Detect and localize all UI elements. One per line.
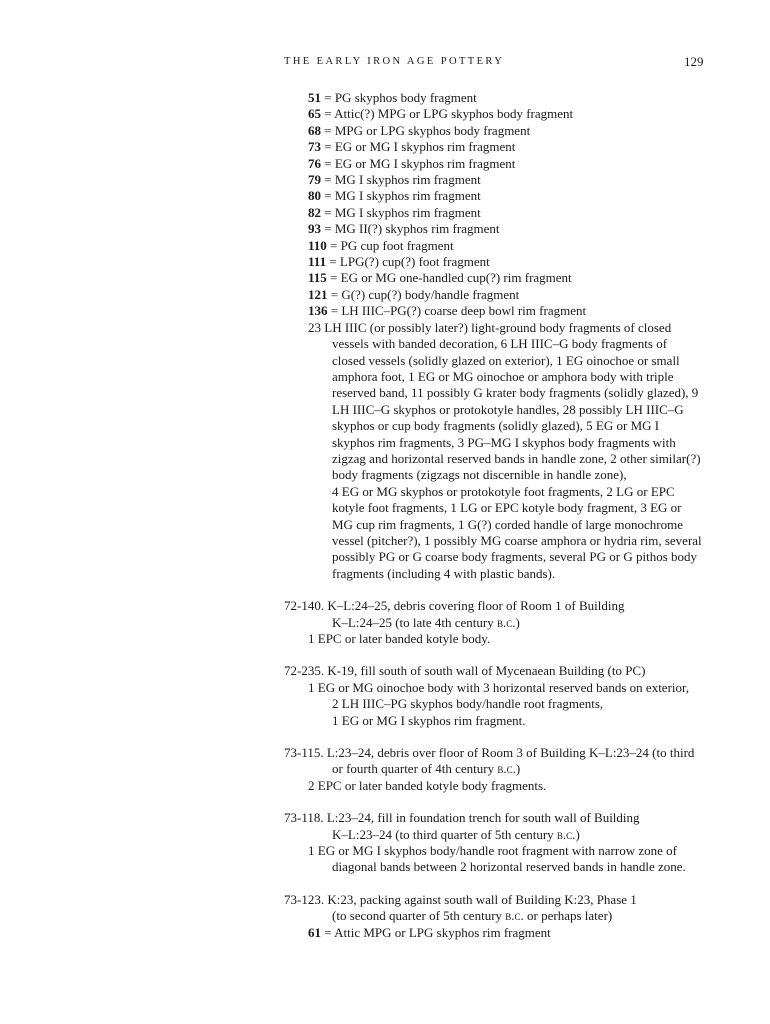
deposit-dating xyxy=(284,761,714,777)
item-description: = MG I skyphos rim fragment xyxy=(321,204,481,220)
summary-line: MG cup rim fragments, 1 G(?) corded handle of large monochrome xyxy=(332,516,684,532)
catalogue-item xyxy=(284,254,714,270)
item-number: 68 xyxy=(308,122,321,138)
item-description: = MPG or LPG skyphos body fragment xyxy=(321,122,531,138)
deposit-contents: diagonal bands between 2 horizontal reserved bands in handle zone. xyxy=(332,859,686,875)
item-number: 73 xyxy=(308,139,321,155)
item-description: = MG II(?) skyphos rim fragment xyxy=(321,221,500,237)
item-description: = Attic MPG or LPG skyphos rim fragment xyxy=(321,924,551,940)
deposit-entry xyxy=(284,810,714,876)
deposit-dating xyxy=(284,908,714,924)
spacer xyxy=(284,876,714,892)
item-description: = MG I skyphos rim fragment xyxy=(321,188,481,204)
catalogue-item xyxy=(284,188,714,204)
summary-line: skyphos or cup body fragments (solidly glazed), 5 EG or MG I xyxy=(332,418,660,434)
era-abbrev: b.c. xyxy=(497,761,516,777)
summary-line: amphora foot, 1 EG or MG oinochoe or amphora body with triple xyxy=(332,368,674,384)
catalogue-item xyxy=(284,205,714,221)
deposit-entry xyxy=(284,892,714,941)
item-number: 80 xyxy=(308,188,321,204)
item-description: = LPG(?) cup(?) foot fragment xyxy=(326,254,490,270)
dating-text-end: ) xyxy=(515,614,520,630)
spacer xyxy=(284,729,714,745)
dating-text: (to second quarter of 5th century xyxy=(332,908,506,924)
deposit-heading: 73-118. L:23–24, fill in foundation trench for south wall of Building xyxy=(284,810,640,826)
summary-line: skyphos rim fragments, 3 PG–MG I skyphos body fragments with xyxy=(332,434,676,450)
spacer xyxy=(284,582,714,598)
catalogue-item xyxy=(284,287,714,303)
item-number: 82 xyxy=(308,204,321,220)
item-number: 76 xyxy=(308,155,321,171)
deposit-dating xyxy=(284,827,714,843)
catalogue-item xyxy=(284,90,714,106)
summary-line: zigzag and horizontal reserved bands in handle zone, 2 other similar(?) xyxy=(332,450,701,466)
catalogue-item xyxy=(284,221,714,237)
item-number: 110 xyxy=(308,237,327,253)
item-number: 93 xyxy=(308,221,321,237)
summary-paragraph xyxy=(284,320,714,583)
item-description: = EG or MG I skyphos rim fragment xyxy=(321,139,516,155)
deposit-heading: 72-235. K-19, fill south of south wall of Mycenaean Building (to PC) xyxy=(284,663,646,679)
catalogue-item xyxy=(284,123,714,139)
item-description: = PG skyphos body fragment xyxy=(321,90,477,105)
catalogue-item xyxy=(284,925,714,941)
item-description: = PG cup foot fragment xyxy=(326,237,454,253)
deposit-contents: 2 LH IIIC–PG skyphos body/handle root fragments, xyxy=(332,696,604,712)
deposit-heading: 73-123. K:23, packing against south wall of Building K:23, Phase 1 xyxy=(284,891,637,907)
dating-text: K–L:23–24 (to third quarter of 5th century xyxy=(332,826,557,842)
item-number: 51 xyxy=(308,90,321,105)
summary-line: vessels with banded decoration, 6 LH IIIC–G body fragments of xyxy=(332,336,668,352)
deposit-dating xyxy=(284,615,714,631)
summary-line: fragments (including 4 with plastic bands). xyxy=(332,565,556,581)
item-description: = MG I skyphos rim fragment xyxy=(321,172,481,188)
deposit-contents: 1 EPC or later banded kotyle body. xyxy=(308,631,491,646)
spacer xyxy=(284,794,714,810)
deposit-entry xyxy=(284,663,714,729)
summary-line: body fragments (zigzags not discernible in handle zone), xyxy=(332,467,627,483)
catalogue-item xyxy=(284,303,714,319)
item-description: = G(?) cup(?) body/handle fragment xyxy=(327,286,520,302)
catalogue-item xyxy=(284,270,714,286)
running-head: THE EARLY IRON AGE POTTERY xyxy=(284,56,505,67)
item-number: 111 xyxy=(308,254,327,270)
dating-text: K–L:24–25 (to late 4th century xyxy=(332,614,497,630)
deposit-contents: 1 EG or MG I skyphos rim fragment. xyxy=(332,712,526,728)
deposit-entry xyxy=(284,745,714,794)
summary-line: 4 EG or MG skyphos or protokotyle foot fragments, 2 LG or EPC xyxy=(332,483,675,499)
catalogue-item xyxy=(284,139,714,155)
summary-line: LH IIIC–G skyphos or protokotyle handles, 28 possibly LH IIIC–G xyxy=(332,401,684,417)
item-number: 121 xyxy=(308,286,328,302)
item-number: 65 xyxy=(308,106,321,122)
summary-line: closed vessels (solidly glazed on exterior), 1 EG oinochoe or small xyxy=(332,352,680,368)
summary-line: kotyle foot fragments, 1 LG or EPC kotyle body fragment, 3 EG or xyxy=(332,500,682,516)
summary-line: 23 LH IIIC (or possibly later?) light-ground body fragments of closed xyxy=(308,319,672,335)
item-description: = EG or MG I skyphos rim fragment xyxy=(321,155,516,171)
deposit-entry xyxy=(284,598,714,647)
item-description: = EG or MG one-handled cup(?) rim fragment xyxy=(326,270,572,286)
summary-line: possibly PG or G coarse body fragments, several PG or G pithos body xyxy=(332,549,698,565)
spacer xyxy=(284,647,714,663)
page-number: 129 xyxy=(684,54,704,69)
item-number: 61 xyxy=(308,924,321,940)
dating-text-end: or perhaps later) xyxy=(523,908,613,924)
item-description: = Attic(?) MPG or LPG skyphos body fragment xyxy=(321,106,574,122)
deposit-contents: 2 EPC or later banded kotyle body fragments. xyxy=(308,777,547,793)
catalogue-item xyxy=(284,172,714,188)
dating-text-end: ) xyxy=(515,761,521,777)
item-number: 136 xyxy=(308,303,328,319)
dating-text: or fourth quarter of 4th century xyxy=(332,761,498,777)
item-number: 79 xyxy=(308,172,321,188)
summary-line: vessel (pitcher?), 1 possibly MG coarse amphora or hydria rim, several xyxy=(332,532,702,548)
catalogue-item xyxy=(284,156,714,172)
era-abbrev: b.c. xyxy=(505,908,524,924)
era-abbrev: b.c. xyxy=(556,826,576,842)
deposit-contents: 1 EG or MG I skyphos body/handle root fragment with narrow zone of xyxy=(308,843,677,859)
deposit-contents: 1 EG or MG oinochoe body with 3 horizontal reserved bands on exterior, xyxy=(308,679,690,695)
deposit-heading: 73-115. L:23–24, debris over floor of Room 3 of Building K–L:23–24 (to third xyxy=(284,745,695,761)
catalogue-item xyxy=(284,106,714,122)
catalogue-item xyxy=(284,238,714,254)
summary-line: reserved band, 11 possibly G krater body fragments (solidly glazed), 9 xyxy=(332,385,699,401)
page-body xyxy=(284,90,714,941)
era-abbrev: b.c. xyxy=(497,614,516,630)
deposit-heading: 72-140. K–L:24–25, debris covering floor of Room 1 of Building xyxy=(284,598,625,614)
item-number: 115 xyxy=(308,270,327,286)
dating-text-end: ) xyxy=(575,826,580,842)
item-description: = LH IIIC–PG(?) coarse deep bowl rim fragment xyxy=(327,303,587,319)
